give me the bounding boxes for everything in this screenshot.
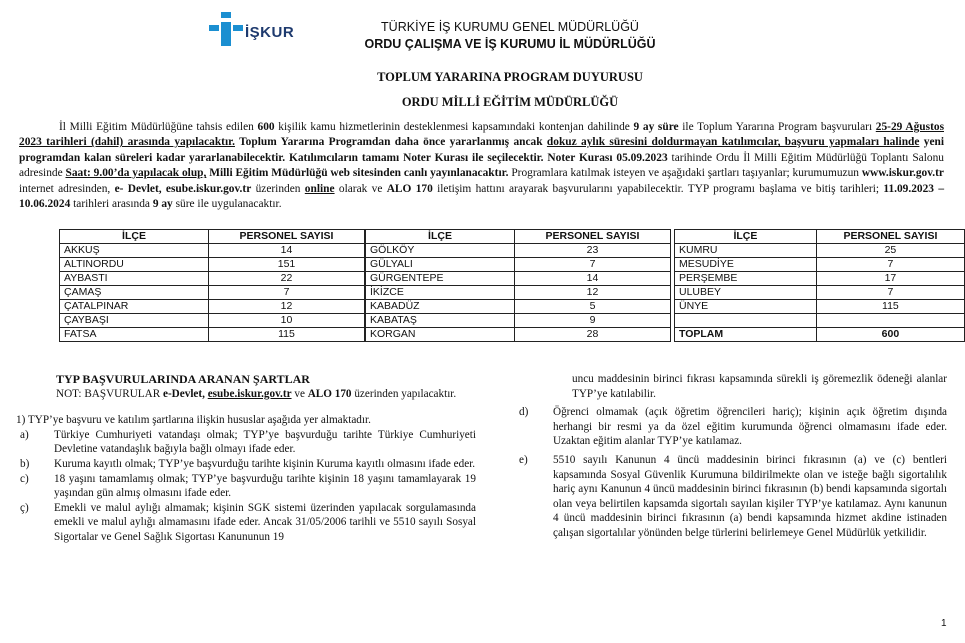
- district-table-1: [59, 229, 365, 342]
- district-name: ULUBEY: [675, 286, 817, 300]
- personnel-count: 9: [515, 314, 671, 328]
- district-name: [675, 314, 817, 328]
- application-note: NOT: BAŞVURULAR e-Devlet, esube.iskur.gov.tr ve ALO 170 üzerinden yapılacaktır.: [56, 387, 457, 400]
- requirement-label: e): [519, 453, 528, 466]
- table-row: [675, 258, 965, 272]
- district-table-3: [674, 229, 965, 342]
- table-row: [366, 328, 671, 342]
- personnel-count: 7: [816, 258, 964, 272]
- table-row: [60, 314, 365, 328]
- table-row: [366, 272, 671, 286]
- header-line1: TÜRKİYE İŞ KURUMU GENEL MÜDÜRLÜĞÜ: [381, 20, 639, 34]
- personnel-count: 25: [816, 244, 964, 258]
- personnel-count: 28: [515, 328, 671, 342]
- district-name: ÇAYBAŞI: [60, 314, 209, 328]
- table-row: [675, 244, 965, 258]
- personnel-count: 5: [515, 300, 671, 314]
- table-row: [675, 272, 965, 286]
- requirements-title: TYP BAŞVURULARINDA ARANAN ŞARTLAR: [56, 372, 310, 386]
- district-name: FATSA: [60, 328, 209, 342]
- table-row: [366, 286, 671, 300]
- intro-paragraph: İl Milli Eğitim Müdürlüğüne tahsis edilen 600 kişilik kamu hizmetlerinin desteklenmesi kapsamındaki kontenjan dahilinde 9 ay süre ile Toplum Yararına Program başvuruları 25-29 Ağustos 2023 tarihleri (dahil) arasında yapılacaktır. Toplum Yararına Programdan daha önce yararlanmış ancak dokuz aylık süresini doldurmayan katılımcılar, başvuru yapmaları halinde yeni programdan kalan süreleri kadar yararlanabilecektir. Katılımcıların tamamı Noter Kurası ile seçilecektir. Noter Kurası 05.09.2023 tarihinde Ordu İl Milli Eğitim Müdürlüğü Toplantı Salonu adresinde Saat: 9.00’da yapılacak olup, Milli Eğitim Müdürlüğü web sitesinden canlı yayınlanacaktır. Programlara katılmak isteyen ve aşağıdaki şartları taşıyanlar; kurumumuzun www.iskur.gov.tr internet adresinden, e- Devlet, esube.iskur.gov.tr üzerinden online olarak ve ALO 170 iletişim hattını arayarak başvurularını yapabilecektir. TYP programı başlama ve bitiş tarihleri; 11.09.2023 – 10.06.2024 tarihleri arasında 9 ay süre ile uygulanacaktır.: [19, 121, 945, 211]
- logo-text: İŞKUR: [245, 24, 295, 41]
- table-row: [366, 314, 671, 328]
- personnel-count: 115: [209, 328, 365, 342]
- personnel-count: 12: [209, 300, 365, 314]
- district-name: İKİZCE: [366, 286, 515, 300]
- table-row: [366, 244, 671, 258]
- district-name: PERŞEMBE: [675, 272, 817, 286]
- personnel-count: [816, 314, 964, 328]
- district-name: AYBASTI: [60, 272, 209, 286]
- requirement-item: [16, 457, 476, 472]
- district-name: GÜRGENTEPE: [366, 272, 515, 286]
- district-name: ÇATALPINAR: [60, 300, 209, 314]
- district-name: AKKUŞ: [60, 244, 209, 258]
- table-row: [60, 286, 365, 300]
- personnel-count: 22: [209, 272, 365, 286]
- requirement-label: a): [20, 428, 29, 441]
- requirement-text: Türkiye Cumhuriyeti vatandaşı olmak; TYP’ye başvurduğu tarihte Türkiye Cumhuriyeti Devletine vatandaşlık bağıyla bağlı olmayı ifade eder.: [54, 428, 476, 456]
- district-name: KABADÜZ: [366, 300, 515, 314]
- table-row: [366, 258, 671, 272]
- district-name: KABATAŞ: [366, 314, 515, 328]
- district-name: ÜNYE: [675, 300, 817, 314]
- table-row: [60, 258, 365, 272]
- requirements-left-column: [16, 372, 476, 545]
- requirement-item: [515, 453, 947, 541]
- requirement-text: Emekli ve malul aylığı almamak; kişinin SGK sistemi üzerinden yapılacak sorgulamasında emekli ve malul aylığı almamasını ifade eder. Ancak 31/05/2006 tarihli ve 5510 sayılı Sosyal Sigortalar ve Genel Sağlık Sigortası Kanununun 19: [54, 501, 476, 543]
- table-row: [675, 286, 965, 300]
- district-header: İLÇE: [366, 230, 515, 244]
- personnel-count: 151: [209, 258, 365, 272]
- requirement-item: [16, 472, 476, 501]
- district-table-2: [365, 229, 671, 342]
- requirement-text: 18 yaşını tamamlamış olmak; TYP’ye başvurduğu tarihte kişinin 18 yaşını tamamlayarak 19 yaşından gün almış olmasını ifade eder.: [54, 472, 476, 500]
- requirement-label: c): [20, 472, 29, 485]
- requirement-item: [16, 428, 476, 457]
- personnel-count: 12: [515, 286, 671, 300]
- requirement-text: Öğrenci olmamak (açık öğretim öğrencileri hariç); kişinin açık öğretim dışında herhangi bir resmi ya da özel eğitim kurumunda öğrenci olmamasını ifade eder. Uzaktan eğitim alanlar TYP’ye katılamaz.: [553, 406, 947, 448]
- personnel-count: 23: [515, 244, 671, 258]
- requirement-text: 5510 sayılı Kanunun 4 üncü maddesinin birinci fıkrasının (a) ve (c) bentleri kapsamında Sosyal Güvenlik Kurumuna bildirilmekte olan ve isteğe bağlı sigortalılık hariç aynı Kanunun 4 üncü maddesinin birinci fıkrasının (b) bendi kapsamında sigortalı olan veya belirtilen kapsamda sigortalı sayılan kişiler TYP’ye katılamaz. Aynı kanunun 4 üncü maddesinin birinci fıkrasının (a) bendi kapsamında hizmet akdine istinaden çalışan sigortalılar yönünden belge türlerini belirlemeye Genel Müdürlük yetkilidir.: [553, 453, 947, 539]
- table-row: [60, 272, 365, 286]
- district-header: İLÇE: [675, 230, 817, 244]
- requirements-intro: 1) TYP’ye başvuru ve katılım şartlarına ilişkin hususlar aşağıda yer almaktadır.: [16, 414, 371, 427]
- personnel-count: 600: [816, 328, 964, 342]
- table-row: [675, 314, 965, 328]
- district-name: TOPLAM: [675, 328, 817, 342]
- continued-text: uncu maddesinin birinci fıkrası kapsamında sürekli iş göremezlik ödeneği alanlar TYP’ye katılabilir.: [572, 373, 947, 400]
- personnel-count: 7: [816, 286, 964, 300]
- personnel-count: 14: [209, 244, 365, 258]
- count-header: PERSONEL SAYISI: [515, 230, 671, 244]
- table-row: [675, 328, 965, 342]
- page-number: 1: [941, 618, 947, 629]
- requirement-label: b): [20, 457, 30, 470]
- district-name: GÖLKÖY: [366, 244, 515, 258]
- district-name: MESUDİYE: [675, 258, 817, 272]
- district-name: GÜLYALI: [366, 258, 515, 272]
- table-row: [60, 300, 365, 314]
- personnel-count: 7: [209, 286, 365, 300]
- requirement-item: [16, 501, 476, 545]
- count-header: PERSONEL SAYISI: [816, 230, 964, 244]
- personnel-count: 17: [816, 272, 964, 286]
- requirement-item: [515, 405, 947, 449]
- header-line2: ORDU ÇALIŞMA VE İŞ KURUMU İL MÜDÜRLÜĞÜ: [364, 37, 656, 51]
- count-header: PERSONEL SAYISI: [209, 230, 365, 244]
- requirement-label: d): [519, 406, 529, 419]
- requirement-text: Kuruma kayıtlı olmak; TYP’ye başvurduğu tarihte kişinin Kuruma kayıtlı olmasını ifade eder.: [54, 457, 476, 470]
- district-name: KORGAN: [366, 328, 515, 342]
- table-row: [60, 328, 365, 342]
- district-name: ÇAMAŞ: [60, 286, 209, 300]
- requirements-right-column: [515, 372, 947, 541]
- district-name: KUMRU: [675, 244, 817, 258]
- personnel-count: 10: [209, 314, 365, 328]
- table-row: [675, 300, 965, 314]
- personnel-count: 14: [515, 272, 671, 286]
- table-row: [60, 244, 365, 258]
- requirement-label: ç): [20, 501, 29, 514]
- district-name: ALTINORDU: [60, 258, 209, 272]
- district-header: İLÇE: [60, 230, 209, 244]
- document-subtitle: ORDU MİLLİ EĞİTİM MÜDÜRLÜĞÜ: [401, 95, 619, 109]
- document-title: TOPLUM YARARINA PROGRAM DUYURUSU: [377, 70, 643, 84]
- personnel-count: 115: [816, 300, 964, 314]
- personnel-count: 7: [515, 258, 671, 272]
- table-row: [366, 300, 671, 314]
